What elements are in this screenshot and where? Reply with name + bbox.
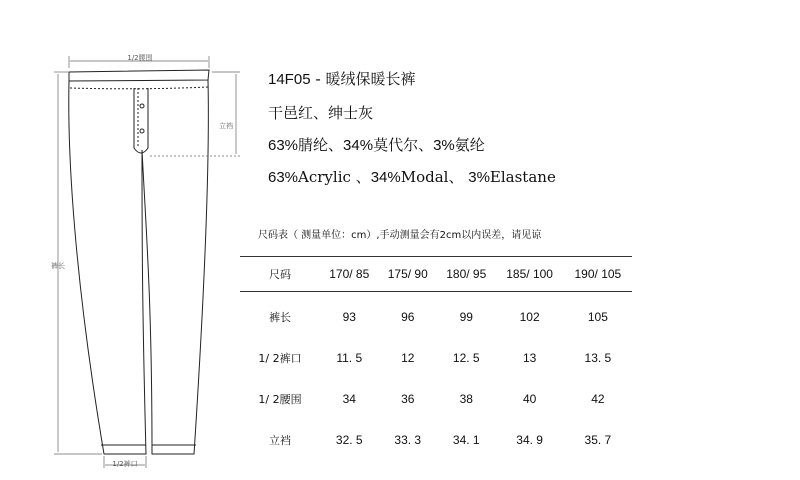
table-cell: 42	[591, 391, 605, 406]
fabric-en-pct: 63%	[268, 169, 299, 186]
fabric-composition-en	[268, 166, 556, 187]
fabric-cn-pct: 63%	[268, 137, 299, 154]
length-label: 裤长	[51, 262, 65, 270]
table-row	[240, 419, 632, 460]
fabric-en-pct: 3%	[468, 169, 490, 186]
table-cell: 38	[459, 391, 473, 406]
fabric-cn-name: 氨纶	[454, 136, 485, 154]
table-cell: 13. 5	[584, 350, 612, 365]
table-cell: 40	[522, 391, 537, 406]
table-cell: 12. 5	[452, 350, 480, 365]
table-cell: 33. 3	[394, 432, 422, 447]
button-icon	[140, 129, 144, 133]
table-cell: 96	[401, 309, 415, 324]
size-header-cell: 190/ 105	[564, 257, 632, 292]
fabric-en-pct: 34%	[370, 169, 401, 186]
half-waist-label: 1/2腰围	[127, 54, 153, 62]
size-chart-note: 尺码表（ 测量单位：cm）,手动测量会有2cm以内误差，请见谅	[258, 230, 542, 241]
size-chart-table	[240, 256, 632, 460]
fabric-composition-cn	[268, 134, 485, 155]
fabric-en-name: Acrylic 、	[298, 168, 371, 186]
product-code: 14F05	[268, 71, 311, 88]
table-cell: 93	[342, 309, 356, 324]
table-cell: 36	[401, 391, 415, 406]
size-header-cell: 170/ 85	[320, 257, 379, 292]
table-cell: 12	[401, 350, 415, 365]
button-icon	[140, 104, 144, 108]
leg-opening-label: 1/2裤口	[112, 460, 138, 468]
table-row	[240, 378, 632, 419]
table-cell: 34. 9	[516, 432, 543, 447]
fabric-cn-pct: 3%	[433, 137, 455, 154]
pants-flat-sketch	[0, 0, 240, 480]
size-header-row	[240, 257, 632, 292]
table-cell: 11. 5	[336, 350, 363, 365]
table-row	[240, 292, 632, 338]
fabric-cn-pct: 34%	[343, 137, 374, 154]
row-label: 立裆	[269, 433, 291, 447]
table-cell: 105	[587, 309, 608, 324]
waistband	[69, 70, 209, 89]
product-title	[268, 68, 416, 89]
table-cell: 35. 7	[584, 432, 612, 447]
product-colors: 干邑红、绅士灰	[268, 104, 374, 122]
table-cell: 13	[522, 350, 537, 365]
title-separator: -	[310, 70, 326, 88]
pants-outline	[69, 80, 209, 454]
table-cell: 99	[459, 309, 473, 324]
fabric-cn-name: 莫代尔、	[373, 136, 434, 154]
fabric-cn-name: 腈纶、	[298, 136, 344, 154]
table-cell: 32. 5	[335, 432, 363, 447]
product-name: 暖绒保暖长裤	[325, 70, 416, 88]
table-cell: 34	[342, 391, 356, 406]
fabric-en-name: Modal、	[400, 168, 469, 186]
size-header-cell: 175/ 90	[379, 257, 438, 292]
fabric-en-name: Elastane	[489, 168, 556, 186]
fly-placket	[134, 88, 148, 153]
table-cell: 34. 1	[452, 432, 480, 447]
row-label: 裤长	[269, 310, 291, 324]
table-row	[240, 337, 632, 378]
rise-label: 立裆	[219, 122, 233, 130]
size-header-cell: 185/ 100	[496, 257, 564, 292]
size-header-label: 尺码	[240, 257, 320, 292]
rise-dimension	[150, 72, 240, 156]
table-cell: 102	[519, 309, 540, 324]
row-label: 1/ 2腰围	[258, 392, 302, 406]
row-label: 1/ 2裤口	[258, 351, 302, 365]
size-header-cell: 180/ 95	[437, 257, 496, 292]
